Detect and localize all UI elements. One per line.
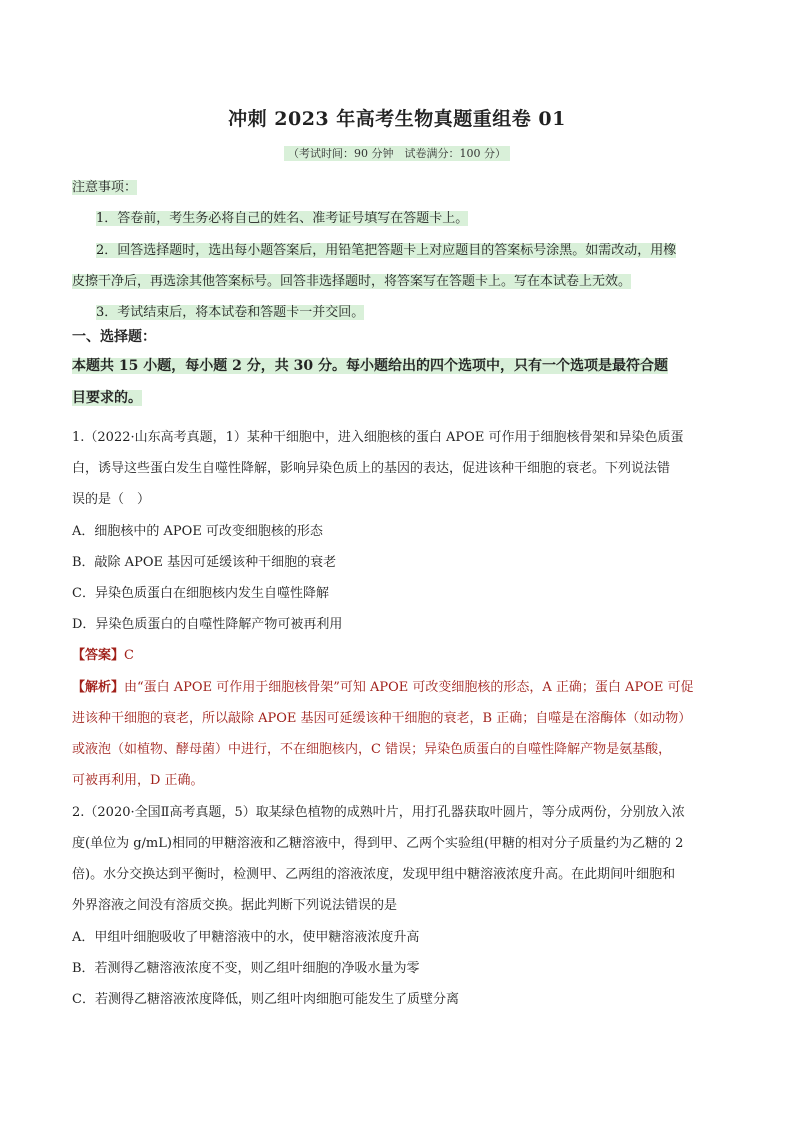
analysis-text-1: 由“蛋白 APOE 可作用于细胞核骨架”可知 APOE 可改变细胞核的形态，A 正确；蛋白 APOE 可促 — [124, 680, 694, 695]
section-intro-line2 — [72, 387, 732, 407]
notice-item-3 — [96, 301, 756, 320]
q1-option-a: A．细胞核中的 APOE 可改变细胞核的形态 — [72, 524, 323, 539]
exam-info-text: （考试时间：90 分钟 试卷满分：100 分） — [284, 146, 510, 161]
answer-tag: 【答案】 — [72, 648, 125, 663]
notice-item-2-line2 — [72, 270, 732, 289]
notice-heading — [72, 176, 732, 195]
section-intro-text-1: 本题共 15 小题，每小题 2 分，共 30 分。每小题给出的四个选项中，只有一个选项是最符合题 — [72, 358, 668, 374]
notice-item-3-text: 3．考试结束后，将本试卷和答题卡一并交回。 — [96, 305, 365, 320]
notice-item-1 — [96, 207, 756, 226]
q2-option-c: C．若测得乙糖溶液浓度降低，则乙组叶肉细胞可能发生了质壁分离 — [72, 992, 459, 1007]
q1-stem-line1: 1.（2022·山东高考真题，1）某种干细胞中，进入细胞核的蛋白 APOE 可作用于细胞核骨架和异染色质蛋 — [72, 430, 684, 445]
section-intro-text-2: 目要求的。 — [72, 390, 142, 406]
page-title: 冲刺 2023 年高考生物真题重组卷 01 — [228, 108, 566, 130]
notice-item-1-text: 1．答卷前，考生务必将自己的姓名、准考证号填写在答题卡上。 — [96, 211, 469, 226]
notice-item-2a-text: 2．回答选择题时，选出每小题答案后，用铅笔把答题卡上对应题目的答案标号涂黑。如需改动，用橡 — [96, 243, 677, 258]
q1-analysis-line1 — [72, 676, 732, 695]
notice-item-2-line1 — [96, 239, 732, 258]
q1-option-c: C．异染色质蛋白在细胞核内发生自噬性降解 — [72, 586, 329, 601]
notice-heading-text: 注意事项： — [72, 180, 138, 195]
q1-stem-line2: 白，诱导这些蛋白发生自噬性降解，影响异染色质上的基因的表达，促进该种干细胞的衰老。下列说法错 — [72, 461, 671, 476]
answer-value: C — [124, 648, 134, 663]
analysis-tag: 【解析】 — [72, 680, 125, 695]
q2-stem-line3: 倍)。水分交换达到平衡时，检测甲、乙两组的溶液浓度，发现甲组中糖溶液浓度升高。在此期间叶细胞和 — [72, 867, 676, 882]
exam-info — [0, 145, 794, 161]
q2-option-b: B．若测得乙糖溶液浓度不变，则乙组叶细胞的净吸水量为零 — [72, 961, 420, 976]
q1-analysis-line3: 或液泡（如植物、酵母菌）中进行，不在细胞核内，C 错误；异染色质蛋白的自噬性降解产物是氨基酸， — [72, 742, 672, 757]
q2-stem-line4: 外界溶液之间没有溶质交换。据此判断下列说法错误的是 — [72, 898, 398, 913]
q1-analysis-line4: 可被再利用，D 正确。 — [72, 773, 204, 788]
section-intro-line1 — [72, 355, 732, 375]
q2-stem-line2: 度(单位为 g/mL)相同的甲糖溶液和乙糖溶液中，得到甲、乙两个实验组(甲糖的相对分子质量约为乙糖的 2 — [72, 836, 684, 851]
q1-answer — [72, 644, 732, 663]
q1-option-d: D．异染色质蛋白的自噬性降解产物可被再利用 — [72, 617, 343, 632]
q1-analysis-line2: 进该种干细胞的衰老，所以敲除 APOE 基因可延缓该种干细胞的衰老，B 正确；自噬是在溶酶体（如动物） — [72, 711, 692, 726]
section-heading: 一、选择题： — [72, 329, 156, 345]
q2-option-a: A．甲组叶细胞吸收了甲糖溶液中的水，使甲糖溶液浓度升高 — [72, 930, 420, 945]
q2-stem-line1: 2.（2020·全国Ⅱ高考真题，5）取某绿色植物的成熟叶片，用打孔器获取叶圆片，等分成两份，分别放入浓 — [72, 805, 685, 820]
q1-option-b: B．敲除 APOE 基因可延缓该种干细胞的衰老 — [72, 555, 337, 570]
notice-item-2b-text: 皮擦干净后，再选涂其他答案标号。回答非选择题时，将答案写在答题卡上。写在本试卷上无效。 — [72, 274, 632, 289]
q1-stem-line3: 误的是（ ） — [72, 492, 151, 507]
